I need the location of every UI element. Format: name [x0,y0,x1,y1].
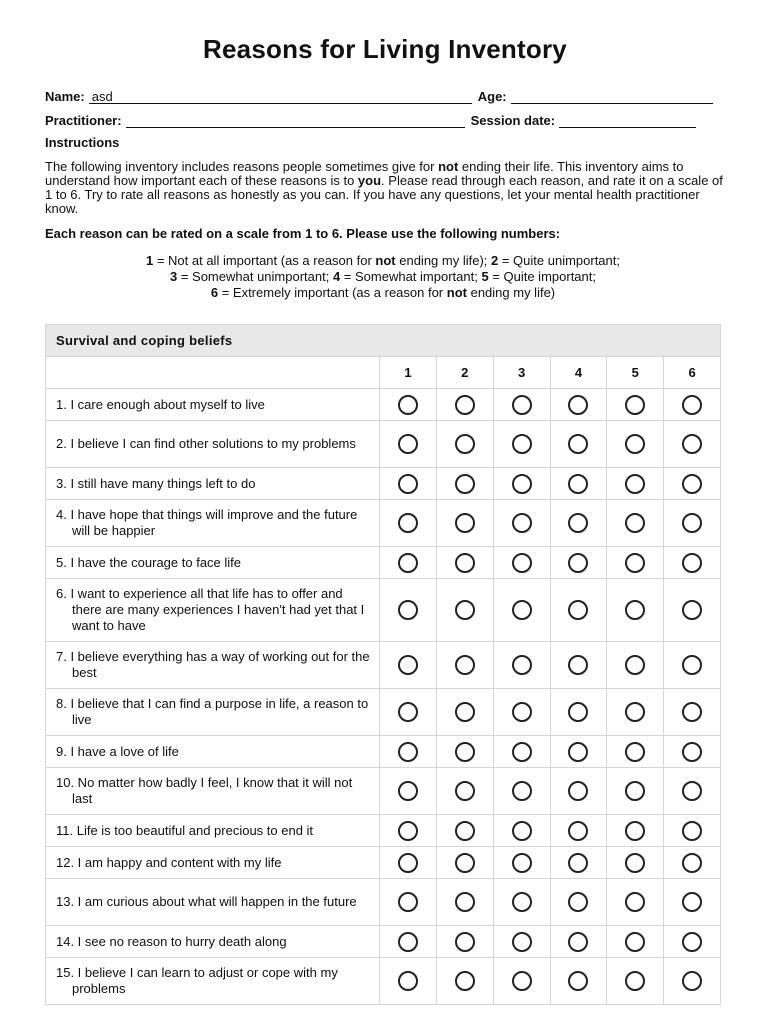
question-text: 10. No matter how badly I feel, I know that it will not last [56,775,353,806]
rating-radio-4[interactable] [568,474,588,494]
rating-radio-3[interactable] [512,853,532,873]
rating-cell [379,421,436,467]
question-text: 7. I believe everything has a way of working out for the best [56,649,370,680]
rating-radio-1[interactable] [398,853,418,873]
section-title: Survival and coping beliefs [46,325,720,356]
column-header-blank [46,357,379,388]
rating-radio-2[interactable] [455,395,475,415]
rating-radio-5[interactable] [625,781,645,801]
question-text: 13. I am curious about what will happen in the future [56,894,357,909]
rating-radio-3[interactable] [512,395,532,415]
question-cell [46,847,379,878]
rating-radio-1[interactable] [398,553,418,573]
rating-radio-5[interactable] [625,853,645,873]
rating-radio-1[interactable] [398,702,418,722]
question-text: 2. I believe I can find other solutions to my problems [56,436,356,451]
rating-radio-5[interactable] [625,553,645,573]
rating-radio-5[interactable] [625,892,645,912]
question-row [46,546,720,578]
question-cell [46,642,379,688]
question-cell [46,547,379,578]
rating-cell [379,500,436,546]
rating-cell [436,958,493,1004]
rating-radio-2[interactable] [455,513,475,533]
rating-radio-6[interactable] [682,702,702,722]
question-text: 6. I want to experience all that life has to offer and there are many experiences I haven't had yet that I want to have [56,586,365,633]
column-header-3: 3 [493,357,550,388]
rating-cell [550,815,607,846]
rating-radio-2[interactable] [455,932,475,952]
rating-radio-6[interactable] [682,600,702,620]
question-row [46,388,720,420]
question-cell [46,879,379,925]
column-header-1: 1 [379,357,436,388]
rating-radio-3[interactable] [512,600,532,620]
rating-cell [493,815,550,846]
rating-radio-5[interactable] [625,513,645,533]
age-label: Age: [477,89,507,104]
question-text: 12. I am happy and content with my life [56,854,282,870]
rating-radio-2[interactable] [455,821,475,841]
question-row [46,499,720,546]
rating-radio-3[interactable] [512,553,532,573]
rating-radio-3[interactable] [512,971,532,991]
rating-cell [379,642,436,688]
rating-radio-1[interactable] [398,971,418,991]
question-cell [46,768,379,814]
rating-radio-4[interactable] [568,971,588,991]
question-row [46,767,720,814]
rating-cell [606,642,663,688]
rating-cell [550,958,607,1004]
rating-radio-6[interactable] [682,971,702,991]
rating-cell [379,689,436,735]
rating-radio-4[interactable] [568,655,588,675]
rating-cell [663,847,720,878]
rating-cell [493,389,550,420]
rating-cell [550,879,607,925]
rating-radio-2[interactable] [455,853,475,873]
rating-radio-6[interactable] [682,655,702,675]
rating-cell [379,958,436,1004]
column-header-6: 6 [663,357,720,388]
rating-cell [606,389,663,420]
question-cell [46,579,379,641]
rating-radio-2[interactable] [455,702,475,722]
rating-radio-5[interactable] [625,600,645,620]
rating-cell [493,579,550,641]
rating-radio-6[interactable] [682,395,702,415]
rating-cell [493,500,550,546]
rating-cell [663,926,720,957]
question-cell [46,926,379,957]
rating-radio-1[interactable] [398,821,418,841]
question-text: 15. I believe I can learn to adjust or cope with my problems [56,965,338,996]
rating-cell [606,736,663,767]
question-text: 1. I care enough about myself to live [56,396,265,412]
rating-cell [606,579,663,641]
rating-radio-5[interactable] [625,655,645,675]
rating-cell [436,736,493,767]
rating-cell [379,547,436,578]
question-row [46,688,720,735]
rating-cell [550,847,607,878]
rating-radio-3[interactable] [512,702,532,722]
rating-cell [436,642,493,688]
rating-cell [550,579,607,641]
rating-cell [550,389,607,420]
rating-cell [436,468,493,499]
rating-radio-2[interactable] [455,600,475,620]
rating-cell [550,689,607,735]
rating-cell [550,468,607,499]
question-text: 8. I believe that I can find a purpose in life, a reason to live [56,696,369,727]
rating-radio-4[interactable] [568,600,588,620]
rating-radio-2[interactable] [455,892,475,912]
practitioner-field[interactable] [126,113,465,128]
question-text: 14. I see no reason to hurry death along [56,933,287,949]
rating-radio-4[interactable] [568,513,588,533]
rating-cell [379,736,436,767]
rating-radio-2[interactable] [455,434,475,454]
question-row [46,420,720,467]
rating-radio-1[interactable] [398,474,418,494]
rating-cell [606,421,663,467]
rating-cell [493,879,550,925]
practitioner-date-row [45,108,721,128]
question-cell [46,958,379,1004]
rating-cell [379,847,436,878]
rating-cell [493,958,550,1004]
rating-cell [606,547,663,578]
rating-cell [663,736,720,767]
column-header-5: 5 [606,357,663,388]
rating-cell [606,847,663,878]
scale-legend: 1 = Not at all important (as a reason for not ending my life); 2 = Quite unimportant; 3 = Somewhat unimportant; 4 = Somewhat important; 5 = Quite important; 6 = Extremely important (as a reason for not ending my life) [145,253,620,300]
rating-radio-5[interactable] [625,474,645,494]
practitioner-label: Practitioner: [45,113,122,128]
rating-radio-3[interactable] [512,434,532,454]
rating-radio-4[interactable] [568,892,588,912]
rating-cell [379,926,436,957]
rating-radio-1[interactable] [398,781,418,801]
rating-radio-3[interactable] [512,655,532,675]
rating-radio-4[interactable] [568,434,588,454]
rating-radio-1[interactable] [398,932,418,952]
rating-radio-4[interactable] [568,821,588,841]
rating-radio-2[interactable] [455,553,475,573]
question-cell [46,389,379,420]
rating-cell [663,389,720,420]
rating-radio-1[interactable] [398,655,418,675]
rating-radio-6[interactable] [682,781,702,801]
rating-cell [436,389,493,420]
session-date-field[interactable] [559,113,696,128]
rating-cell [379,389,436,420]
rating-radio-5[interactable] [625,932,645,952]
rating-radio-3[interactable] [512,513,532,533]
question-cell [46,421,379,467]
question-text: 9. I have a love of life [56,743,179,759]
rating-cell [550,768,607,814]
rating-radio-4[interactable] [568,742,588,762]
rating-cell [663,768,720,814]
rating-cell [493,468,550,499]
question-cell [46,500,379,546]
rating-radio-2[interactable] [455,742,475,762]
rating-cell [436,879,493,925]
rating-cell [493,547,550,578]
rating-cell [436,768,493,814]
rating-radio-5[interactable] [625,702,645,722]
rating-radio-5[interactable] [625,434,645,454]
rating-cell [606,500,663,546]
rating-radio-5[interactable] [625,742,645,762]
column-header-4: 4 [550,357,607,388]
question-cell [46,689,379,735]
rating-radio-4[interactable] [568,781,588,801]
rating-table [45,324,721,1005]
rating-cell [493,768,550,814]
rating-cell [550,642,607,688]
rating-cell [606,815,663,846]
rating-cell [436,689,493,735]
question-cell [46,468,379,499]
scale-heading: Each reason can be rated on a scale from 1 to 6. Please use the following numbers: [45,226,561,241]
rating-radio-4[interactable] [568,395,588,415]
rating-cell [436,421,493,467]
rating-cell [493,736,550,767]
rating-radio-2[interactable] [455,655,475,675]
rating-cell [436,815,493,846]
rating-cell [606,926,663,957]
question-row [46,467,720,499]
rating-cell [379,815,436,846]
question-row [46,641,720,688]
rating-radio-1[interactable] [398,434,418,454]
rating-cell [379,468,436,499]
name-label: Name: [45,89,85,104]
rating-radio-1[interactable] [398,513,418,533]
rating-cell [493,689,550,735]
rating-radio-1[interactable] [398,742,418,762]
rating-radio-3[interactable] [512,892,532,912]
rating-cell [663,468,720,499]
rating-radio-3[interactable] [512,932,532,952]
rating-cell [663,579,720,641]
rating-cell [436,579,493,641]
rating-cell [379,579,436,641]
rating-radio-6[interactable] [682,434,702,454]
rating-radio-4[interactable] [568,932,588,952]
rating-radio-3[interactable] [512,742,532,762]
rating-radio-1[interactable] [398,395,418,415]
column-header-2: 2 [436,357,493,388]
rating-radio-4[interactable] [568,853,588,873]
rating-radio-6[interactable] [682,474,702,494]
rating-radio-6[interactable] [682,553,702,573]
rating-cell [493,847,550,878]
rating-radio-2[interactable] [455,781,475,801]
rating-radio-6[interactable] [682,892,702,912]
rating-cell [663,958,720,1004]
rating-radio-3[interactable] [512,821,532,841]
question-text: 3. I still have many things left to do [56,475,256,491]
question-row [46,957,720,1004]
rating-cell [379,879,436,925]
question-row [46,846,720,878]
page-title: Reasons for Living Inventory [203,34,567,64]
question-row [46,735,720,767]
rating-radio-6[interactable] [682,742,702,762]
rating-cell [550,736,607,767]
rating-cell [606,879,663,925]
rating-radio-5[interactable] [625,971,645,991]
rating-cell [379,768,436,814]
name-field[interactable]: asd [89,89,472,104]
rating-cell [493,926,550,957]
column-header-row [46,356,720,388]
rating-radio-3[interactable] [512,474,532,494]
instructions-heading: Instructions [45,135,120,150]
rating-cell [606,958,663,1004]
instructions-text: The following inventory includes reasons people sometimes give for not ending their life. This inventory aims to understand how important each of these reasons is to you. Please read through each reason, and rate it on a scale of 1 to 6. Try to rate all reasons as honestly as you can. If you have any questions, let your mental health practitioner know. [45,159,723,216]
rating-cell [663,879,720,925]
rating-cell [663,642,720,688]
rating-cell [663,547,720,578]
rating-cell [663,689,720,735]
rating-cell [663,815,720,846]
rating-radio-3[interactable] [512,781,532,801]
rating-cell [436,847,493,878]
rating-cell [436,547,493,578]
age-field[interactable] [511,89,713,104]
rating-radio-1[interactable] [398,892,418,912]
rating-cell [550,547,607,578]
rating-cell [493,642,550,688]
session-date-label: Session date: [470,113,556,128]
rating-radio-6[interactable] [682,932,702,952]
question-text: 4. I have hope that things will improve and the future will be happier [56,507,358,538]
name-age-row [45,84,721,104]
question-text: 5. I have the courage to face life [56,554,242,570]
rating-cell [663,421,720,467]
rating-radio-2[interactable] [455,474,475,494]
rating-cell [436,500,493,546]
rating-cell [663,500,720,546]
rating-cell [493,421,550,467]
rating-radio-1[interactable] [398,600,418,620]
question-text: 11. Life is too beautiful and precious to end it [56,822,314,838]
rating-radio-2[interactable] [455,971,475,991]
question-cell [46,815,379,846]
rating-radio-6[interactable] [682,821,702,841]
rating-radio-5[interactable] [625,821,645,841]
question-row [46,814,720,846]
rating-radio-5[interactable] [625,395,645,415]
question-cell [46,736,379,767]
question-row [46,878,720,925]
rating-cell [550,421,607,467]
question-row [46,578,720,641]
rating-cell [606,468,663,499]
rating-cell [606,689,663,735]
rating-radio-4[interactable] [568,553,588,573]
question-row [46,925,720,957]
rating-cell [606,768,663,814]
rating-radio-6[interactable] [682,853,702,873]
rating-cell [436,926,493,957]
rating-radio-6[interactable] [682,513,702,533]
rating-radio-4[interactable] [568,702,588,722]
rating-cell [550,500,607,546]
rating-cell [550,926,607,957]
